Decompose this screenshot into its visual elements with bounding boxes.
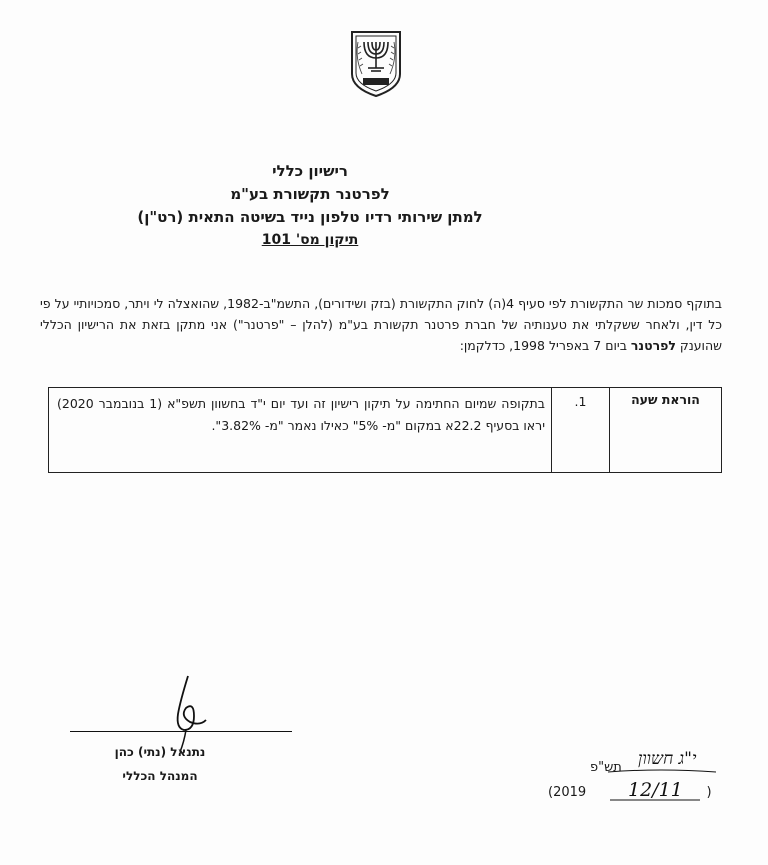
signatory-role: המנהל הכללי (122, 769, 198, 783)
signatory-block (60, 740, 260, 788)
intro-paragraph (40, 293, 722, 356)
svg-text:י"ג חשוון: י"ג חשוון (638, 749, 697, 769)
intro-text-2: ביום 7 באפריל 1998, כדלקמן: (459, 338, 631, 353)
gregorian-date (548, 785, 712, 800)
amendment-table (48, 387, 722, 473)
signature-line (70, 731, 292, 732)
license-title-block (100, 160, 520, 252)
hebrew-date-prefix: תש"פ (590, 760, 622, 775)
table-heading-cell: הוראת שעה (609, 388, 721, 472)
amendment-number: תיקון מס' 101 (261, 232, 359, 248)
table-text-cell: בתקופה שמיום החתימה על תיקון רישיון זה ועד יום י"ד בחשוון תשפ"א (1 בנובמבר 2020) יראו בסעיף 22.2א במקום "מ- 5%" כאילו נאמר "מ- 3.82%". (57, 396, 545, 433)
gregorian-close: ) (706, 785, 712, 800)
svg-text:12/11: 12/11 (628, 779, 683, 801)
intro-bold: לפרטנר (630, 338, 676, 353)
intro-text-1: בתוקף סמכות שר התקשורת לפי סעיף 4(ה) לחוק התקשורת (בזק ושידורים), התשמ"ב-1982, שהואצלה לי ויתר, סמכויותיי על פי כל דין, ולאחר ששקלתי את טענותיה של חברת פרטנר תקשורת בע"מ (להלן – "פרטנר") אני מתקן בזאת את הרישיון הכללי שהוענק (40, 296, 722, 353)
signatory-name: נתנאל (נתי) כהן (114, 745, 206, 759)
license-scope: למתן שירותי רדיו טלפון נייד בשיטה התאית (רט"ן) (137, 208, 483, 226)
gregorian-open: (2019 (548, 785, 587, 800)
license-title: רישיון כללי (272, 162, 348, 180)
handwritten-date-icon (600, 742, 720, 812)
table-number-cell: 1. (551, 388, 609, 472)
license-holder: לפרטנר תקשורת בע"מ (230, 185, 390, 203)
israel-emblem-icon (346, 28, 406, 98)
